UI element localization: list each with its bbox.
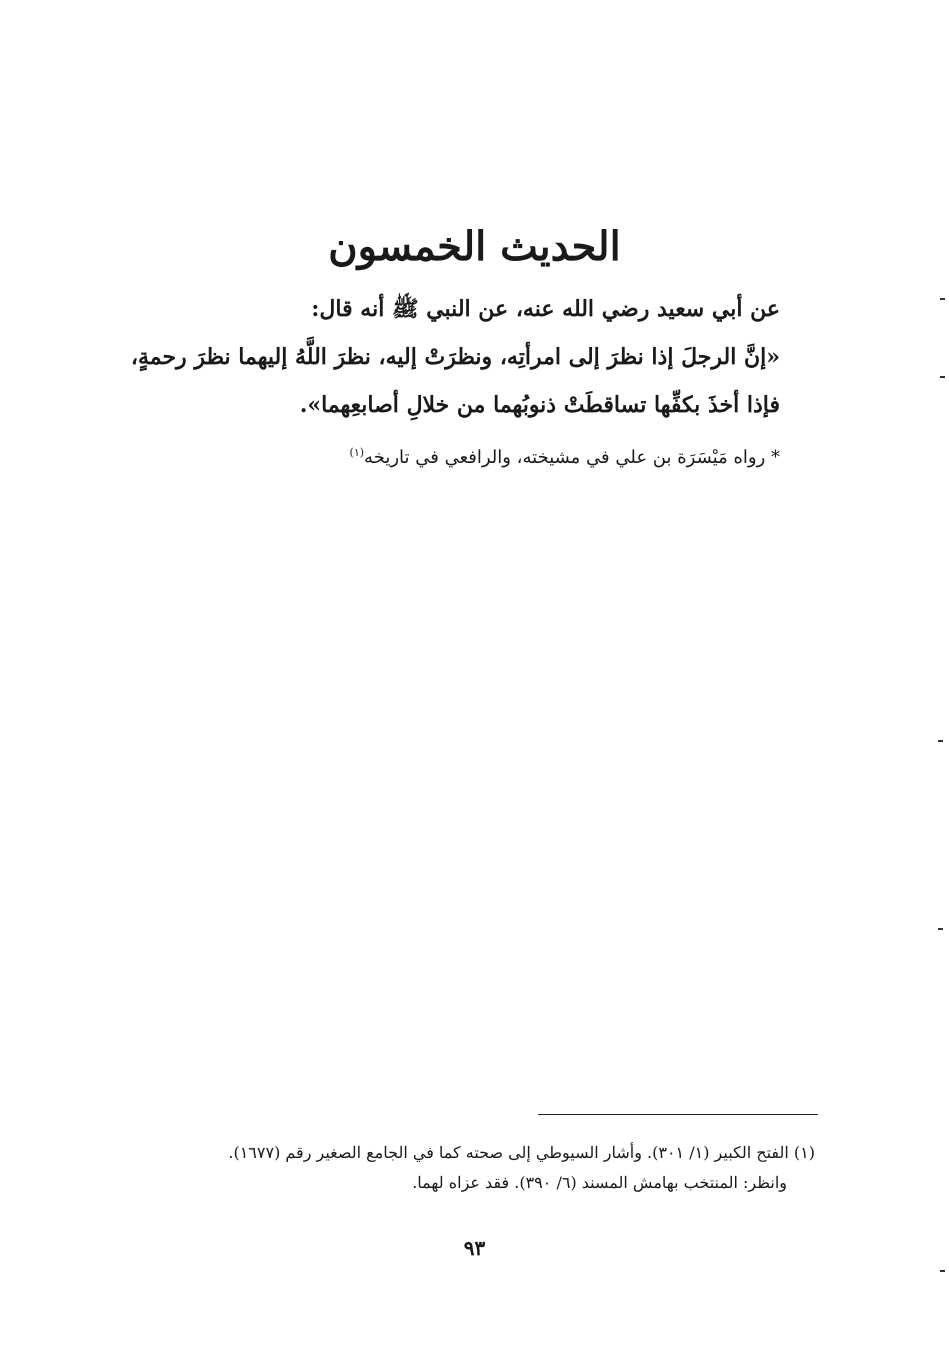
hadith-intro-line: عن أبي سعيد رضي الله عنه، عن النبي ﷺ أنه قال:: [311, 296, 780, 322]
scan-mark: [938, 740, 943, 742]
hadith-source: [250, 438, 780, 473]
scan-mark: [940, 298, 945, 300]
hadith-title: الحديث الخمسون: [328, 223, 621, 270]
hadith-text-line-1: «إنَّ الرجلَ إذا نظرَ إلى امرأتِه، ونظرَتْ إليه، نظرَ اللَّهُ إليهما نظرَ رحمةٍ،: [130, 344, 780, 370]
source-text: * رواه مَيْسَرَة بن علي في مشيخته، والرافعي في تاريخه: [364, 447, 780, 468]
page-number: ٩٣: [463, 1236, 486, 1260]
hadith-body: [130, 285, 780, 429]
scan-mark: [938, 928, 943, 930]
footnote-divider: [538, 1114, 818, 1115]
hadith-text-line-2: فإذا أخذَ بكفِّها تساقطَتْ ذنوبُهما من خلالِ أصابعِهما».: [299, 392, 780, 418]
footnotes: [150, 1138, 815, 1198]
footnote-marker: (١): [349, 446, 365, 459]
scan-mark: [940, 1270, 945, 1272]
footnote-line-2: وانظر: المنتخب بهامش المسند (٦/ ٣٩٠). فقد عزاه لهما.: [412, 1173, 787, 1192]
scan-mark: [940, 376, 945, 378]
footnote-line-1: (١) الفتح الكبير (١/ ٣٠١). وأشار السيوطي إلى صحته كما في الجامع الصغير رقم (١٦٧٧).: [228, 1143, 815, 1162]
